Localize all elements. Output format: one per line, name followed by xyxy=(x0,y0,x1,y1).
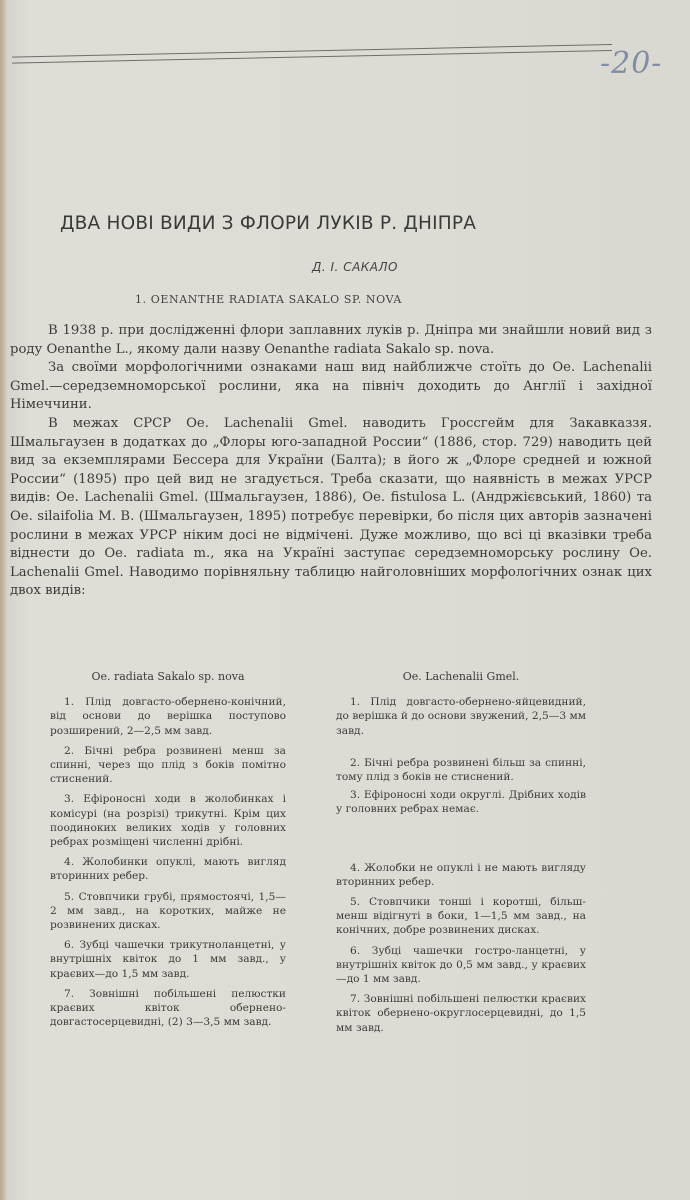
trait-item: 2. Бічні ребра розвинені більш за спинні, тому плід з боків не стиснений. xyxy=(336,756,586,784)
paragraph: За своїми морфологічними ознаками наш вид найближче стоїть до Oe. Lachenalii Gmel.—середземноморської рослини, яка на північ доходить до Англії і західної Німеччини. xyxy=(10,360,652,413)
trait-item: 1. Плід довгасто-обернено-яйцевидний, до верішка й до основи звужений, 2,5—3 мм завд. xyxy=(336,696,586,737)
comparison-column-lachenalii xyxy=(336,670,586,1041)
article-body xyxy=(10,322,652,601)
header-rule-bottom xyxy=(12,50,612,64)
trait-item: 2. Бічні ребра розвинені менш за спинні, через що плід з боків помітно стиснений. xyxy=(50,744,286,786)
page-binding-edge xyxy=(0,0,6,1200)
trait-item: 4. Жолобки не опуклі і не мають вигляду вторинних ребер. xyxy=(336,861,586,888)
trait-item: 6. Зубці чашечки трикутноланцетні, у внутрішніх квіток до 1 мм завд., у краєвих—до 1,5 мм завд. xyxy=(50,939,286,980)
column-heading: Oe. Lachenalii Gmel. xyxy=(402,670,520,683)
article-title: ДВА НОВІ ВИДИ З ФЛОРИ ЛУКІВ Р. ДНІПРА xyxy=(60,213,477,234)
article-author: Д. І. САКАЛО xyxy=(312,260,398,274)
comparison-column-radiata xyxy=(50,670,286,1035)
trait-item: 5. Стовпчики тонші і коротші, більш-менш відігнуті в боки, 1—1,5 мм завд., на конічних, добре розвинених дисках. xyxy=(336,896,586,937)
trait-item: 7. Зовнішні побільшені пелюстки краєвих квіток обернено-довгастосерцевидні, (2) 3—3,5 мм завд. xyxy=(50,987,286,1029)
section-heading: 1. OENANTHE RADIATA SAKALO SP. NOVA xyxy=(135,293,402,306)
trait-item: 5. Стовпчики грубі, прямостоячі, 1,5—2 мм завд., на коротких, майже не розвинених дисках. xyxy=(50,890,286,932)
trait-item: 1. Плід довгасто-обернено-конічний, від основи до верішка поступово розширений, 2—2,5 мм завд. xyxy=(50,696,286,737)
paragraph: В межах СРСР Oe. Lachenalii Gmel. наводить Гроссгейм для Закавказзя. Шмальгаузен в додатках до „Флоры юго-западной России“ (1886, стор. 729) наводить цей вид за екземплярами Бессера для України (Балта); в його ж „Флоре средней и южной России“ (1895) про цей вид не згадується. Треба сказати, що наявність в межах УРСР видів: Oe. Lachenalii Gmel. (Шмальгаузен, 1886), Oe. fistulosa L. (Андржієвський, 1860) та Oe. silaifolia M. B. (Шмальгаузен, 1895) потребує перевірки, бо після цих авторів зазначені рослини в межах УРСР ніким досі не відмічені. Дуже можливо, що всі ці вказівки треба віднести до Oe. radiata m., яка на Україні заступає середземноморську рослину Oe. Lachenalii Gmel. Наводимо порівняльну таблицю найголовніших морфологічних ознак цих двох видів: xyxy=(10,415,652,599)
handwritten-page-number: -20- xyxy=(600,46,663,81)
trait-item: 4. Жолобинки опуклі, мають вигляд вторинних ребер. xyxy=(50,856,286,883)
trait-item: 6. Зубці чашечки гостро-ланцетні, у внутрішніх квіток до 0,5 мм завд., у краєвих—до 1 мм завд. xyxy=(336,944,586,986)
trait-item: 3. Ефіроносні ходи округлі. Дрібних ходів у головних ребрах немає. xyxy=(336,789,586,816)
trait-item: 7. Зовнішні побільшені пелюстки краєвих квіток обернено-округлосерцевидні, до 1,5 мм завд. xyxy=(336,993,586,1034)
paragraph: В 1938 р. при дослідженні флори заплавних луків р. Дніпра ми знайшли новий вид з роду Oenanthe L., якому дали назву Oenanthe radiata Sakalo sp. nova. xyxy=(10,323,652,357)
column-heading: Oe. radiata Sakalo sp. nova xyxy=(91,670,245,683)
trait-item: 3. Ефіроносні ходи в жолобинках і комісурі (на розрізі) трикутні. Крім цих поодиноких великих ходів у головних ребрах розміщені численні дрібні. xyxy=(50,793,286,849)
